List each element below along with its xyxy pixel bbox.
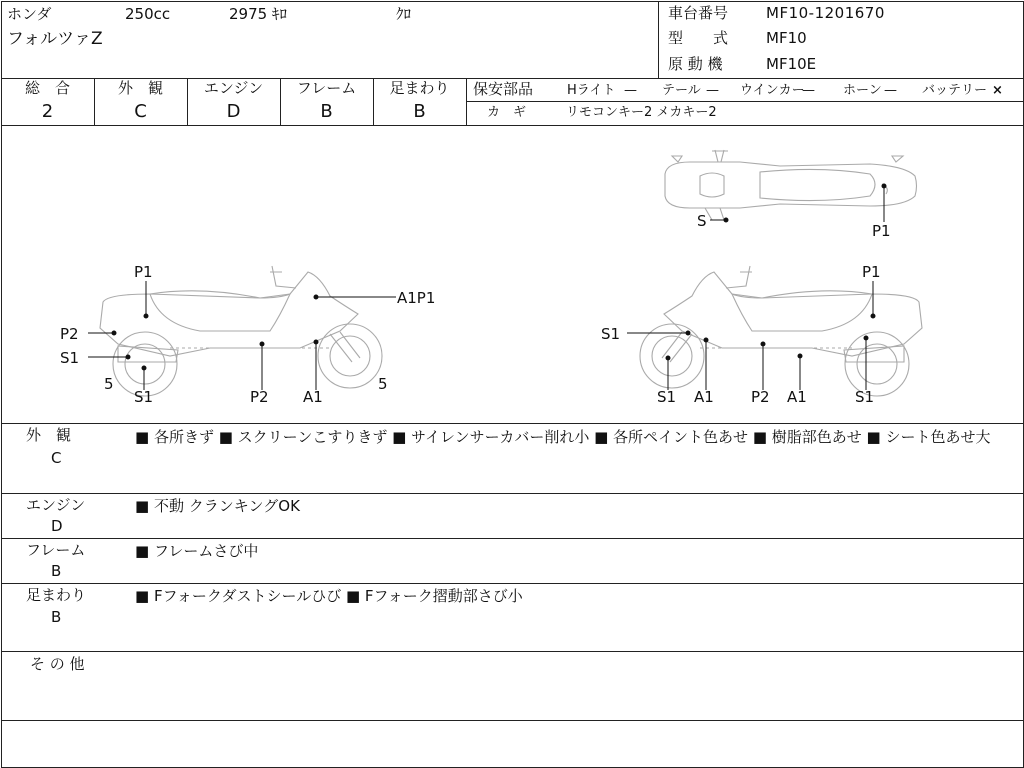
note-engine-category: エンジン xyxy=(26,496,86,514)
note-suspension-text: ■ Fフォークダストシールひび ■ Fフォーク摺動部さび小 xyxy=(135,587,523,605)
note-engine-text: ■ 不動 クランキングOK xyxy=(135,497,300,515)
part-tail: テール xyxy=(662,83,701,98)
divider xyxy=(658,1,659,78)
grade-engine-value: D xyxy=(226,101,241,122)
part-horn-mark: — xyxy=(884,83,897,98)
maker-name: ホンダ xyxy=(7,5,52,23)
label-left-s1-bottom: S1 xyxy=(134,388,154,406)
label-right-s1-bottom: S1 xyxy=(657,388,677,406)
part-tail-mark: — xyxy=(706,83,719,98)
grade-exterior-value: C xyxy=(134,101,147,122)
grade-overall-value: 2 xyxy=(41,101,54,122)
divider xyxy=(466,78,467,125)
part-battery: バッテリー xyxy=(922,83,988,98)
model-type-value: MF10 xyxy=(766,29,807,47)
label-left-s1: S1 xyxy=(60,349,80,367)
frame-number-label: 車台番号 xyxy=(668,4,729,22)
divider xyxy=(1,720,1023,721)
part-winker: ウインカー xyxy=(740,83,805,98)
note-exterior-text: ■ 各所きず ■ スクリーンこすりきず ■ サイレンサーカバー削れ小 ■ 各所ペイント色あせ ■ 樹脂部色あせ ■ シート色あせ大 xyxy=(135,428,991,446)
divider xyxy=(1,583,1023,584)
note-exterior-category: 外 観 xyxy=(26,426,72,444)
note-engine-grade: D xyxy=(51,517,63,535)
divider xyxy=(1,651,1023,652)
note-exterior-grade: C xyxy=(51,449,62,467)
label-left-a1p1: A1P1 xyxy=(397,289,436,307)
label-left-p2: P2 xyxy=(60,325,79,343)
label-right-a1-rear: A1 xyxy=(787,388,807,406)
note-frame-grade: B xyxy=(51,562,62,580)
engine-type-value: MF10E xyxy=(766,55,817,73)
body-color: ｸﾛ xyxy=(396,5,412,23)
label-right-s1-rear: S1 xyxy=(855,388,875,406)
label-right-s1: S1 xyxy=(601,325,621,343)
note-frame-text: ■ フレームさび中 xyxy=(135,542,259,560)
divider xyxy=(1,493,1023,494)
label-left-5-front: 5 xyxy=(104,375,114,393)
part-battery-mark: × xyxy=(992,83,1003,98)
grade-suspension-label: 足まわり xyxy=(389,79,450,97)
model-name: フォルツァZ xyxy=(7,29,103,49)
displacement: 250cc xyxy=(125,5,171,23)
note-suspension-grade: B xyxy=(51,608,62,626)
label-top-p1: P1 xyxy=(872,222,891,240)
grade-overall-label: 総 合 xyxy=(24,79,70,97)
frame-number-value: MF10-1201670 xyxy=(766,4,885,22)
scooter-right-view xyxy=(640,266,922,396)
model-type-label: 型 式 xyxy=(668,29,729,47)
label-right-p2-bottom: P2 xyxy=(751,388,770,406)
note-frame-category: フレーム xyxy=(26,541,86,559)
grade-exterior-label: 外 観 xyxy=(117,79,163,97)
mileage: 2975 ｷﾛ xyxy=(229,5,287,23)
label-left-p2-bottom: P2 xyxy=(250,388,269,406)
note-other-category: そ の 他 xyxy=(30,655,85,673)
label-top-s: S xyxy=(697,212,707,230)
label-left-a1-bottom: A1 xyxy=(303,388,323,406)
label-left-p1: P1 xyxy=(134,263,153,281)
key-label: カ ギ xyxy=(487,105,527,120)
note-suspension-category: 足まわり xyxy=(26,586,87,604)
divider xyxy=(1,538,1023,539)
grade-frame-label: フレーム xyxy=(296,79,357,97)
part-headlight-mark: — xyxy=(624,83,637,98)
scooter-left-view xyxy=(100,266,382,396)
damage-diagram xyxy=(0,126,1022,422)
grade-suspension-value: B xyxy=(413,101,426,122)
part-winker-mark: — xyxy=(802,83,815,98)
security-parts-label: 保安部品 xyxy=(473,80,534,98)
part-headlight: Hライト xyxy=(567,83,616,98)
label-left-5-rear: 5 xyxy=(378,375,388,393)
grade-engine-label: エンジン xyxy=(203,79,264,97)
key-value: リモコンキー2 メカキー2 xyxy=(566,105,717,120)
grade-frame-value: B xyxy=(320,101,333,122)
label-right-a1-bottom: A1 xyxy=(694,388,714,406)
part-horn: ホーン xyxy=(843,83,882,98)
divider xyxy=(1,423,1023,424)
label-right-p1: P1 xyxy=(862,263,881,281)
engine-type-label: 原 動 機 xyxy=(668,55,723,73)
divider xyxy=(467,101,1023,102)
scooter-top-view xyxy=(665,150,917,220)
